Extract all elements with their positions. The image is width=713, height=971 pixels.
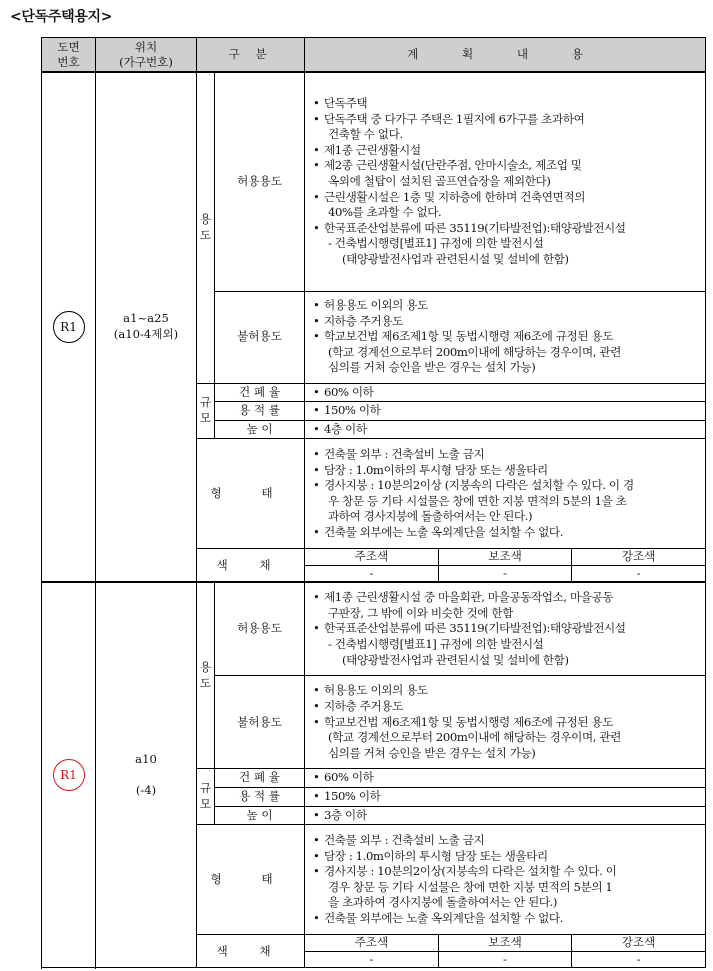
section-1-disallowed-content: [305, 291, 706, 383]
section-1-coverage-label: 건 폐 율: [215, 383, 305, 402]
color-value-sub: -: [438, 565, 571, 581]
list-item: • 담장 : 1.0m이하의 투시형 담장 또는 생울타리: [313, 463, 699, 479]
color-value-accent: -: [636, 565, 641, 580]
list-item: • 근린생활시설은 1층 및 지하층에 한하며 건축연면적의: [313, 190, 699, 206]
section-1-use-label: 용 도: [197, 72, 215, 383]
section-1-far-label: 용 적 률: [215, 402, 305, 421]
list-item: 40%를 초과할 수 없다.: [328, 205, 442, 220]
list-item: 과하여 경사지붕에 돌출하여서는 안 된다.): [328, 509, 533, 524]
section-2-color-label: 색 채: [197, 935, 305, 968]
section-2-allowed-content: [305, 582, 706, 676]
list-item: • 제1종 근린생활시설: [313, 143, 699, 159]
section-2-height-value: • 3층 이하: [305, 806, 706, 825]
list-item: - 건축법시행령[별표1] 규정에 의한 발전시설: [328, 236, 544, 251]
list-item: • 건축물 외부에는 노출 옥외계단을 설치할 수 없다.: [313, 525, 699, 541]
section-1-color-content: [305, 549, 706, 582]
section-2-far-label: 용 적 률: [215, 788, 305, 807]
section-2-location: a10 (-4): [96, 582, 197, 968]
color-value-sub: -: [438, 951, 571, 967]
plan-table: [41, 37, 706, 968]
list-item: • 지하층 주거용도: [313, 314, 699, 330]
list-item: 심의를 거쳐 승인을 받은 경우는 설치 가능): [328, 745, 536, 760]
color-value-main: -: [305, 951, 438, 967]
list-item: • 지하층 주거용도: [313, 699, 699, 715]
list-item: • 단독주택: [313, 96, 699, 112]
list-item: 심의를 거쳐 승인을 받은 경우는 설치 가능): [328, 360, 536, 375]
list-item: (태양광발전사업과 관련된시설 및 설비에 한함): [342, 652, 569, 667]
section-2-badge-cell: [42, 582, 96, 968]
list-item: • 제1종 근린생활시설 중 마을회관, 마을공동작업소, 마을공동: [313, 590, 699, 606]
list-item: (태양광발전사업과 관련된시설 및 설비에 한함): [342, 251, 569, 266]
list-item: • 학교보건법 제6조제1항 및 동법시행령 제6조에 규정된 용도: [313, 329, 699, 345]
header-category: 구 분: [197, 38, 305, 73]
header-location: 위치 (가구번호): [96, 38, 197, 73]
list-item: • 제2종 근린생활시설(단란주점, 안마시술소, 제조업 및: [313, 158, 699, 174]
section-2-disallowed-label: 불허용도: [215, 676, 305, 769]
list-item: 건축할 수 없다.: [328, 127, 403, 142]
section-2-height-label: 높 이: [215, 806, 305, 825]
section-1-location: a1~a25 (a10-4제외): [96, 72, 197, 582]
list-item: • 건축물 외부에는 노출 옥외계단을 설치할 수 없다.: [313, 911, 699, 927]
header-drawing-no: 도면 번호: [42, 38, 96, 73]
color-header-accent: 강조색: [572, 935, 705, 951]
section-1-coverage-value: • 60% 이하: [305, 383, 706, 402]
list-item: 을 초과하여 경사지붕에 돌출하여서는 안 된다.): [328, 895, 558, 910]
list-item: • 건축물 외부 : 건축설비 노출 금지: [313, 833, 699, 849]
list-item: • 경사지붕 : 10분의2이상 (지붕속의 다락은 설치할 수 있다. 이 경: [313, 478, 699, 494]
list-item: • 경사지붕 : 10분의2이상(지붕속의 다락은 설치할 수 있다. 이: [313, 864, 699, 880]
section-2-color-content: [305, 935, 706, 968]
section-2-coverage-label: 건 폐 율: [215, 769, 305, 788]
list-item: • 허용용도 이외의 용도: [313, 298, 699, 314]
section-1-allowed-label: 허용용도: [215, 72, 305, 291]
list-item: • 학교보건법 제6조제1항 및 동법시행령 제6조에 규정된 용도: [313, 715, 699, 731]
list-item: 우 창문 등 기타 시설물은 창에 면한 지붕 면적의 5분의 1을 초: [328, 493, 627, 508]
list-item: 옥외에 철탑이 설치된 골프연습장을 제외한다): [328, 173, 551, 188]
section-2-use-label: 용 도: [197, 582, 215, 769]
list-item: - 건축법시행령[별표1] 규정에 의한 발전시설: [328, 637, 544, 652]
section-2-form-label: 형 태: [197, 825, 305, 935]
color-header-sub: 보조색: [438, 935, 571, 951]
section-1-badge: R1: [53, 311, 85, 343]
section-1-form-content: [305, 439, 706, 549]
color-header-main: 주조색: [305, 549, 438, 565]
header-row: [42, 38, 706, 73]
list-item: • 한국표준산업분류에 따른 35119(기타발전업):태양광발전시설: [313, 621, 699, 637]
color-value-accent: -: [636, 951, 641, 966]
color-header-main: 주조색: [305, 935, 438, 951]
section-1-scale-label: 규 모: [197, 383, 215, 439]
section-1-color-label: 색 채: [197, 549, 305, 582]
section-1-badge-cell: [42, 72, 96, 582]
section-2-disallowed-content: [305, 676, 706, 769]
page-title: <단독주택용지>: [10, 9, 113, 25]
section-1-form-label: 형 태: [197, 439, 305, 549]
section-2-badge: R1: [53, 759, 85, 791]
list-item: 구판장, 그 밖에 이와 비슷한 것에 한함: [328, 605, 513, 620]
list-item: • 건축물 외부 : 건축설비 노출 금지: [313, 447, 699, 463]
list-item: (학교 경계선으로부터 200m이내에 해당하는 경우이며, 관련: [328, 730, 621, 745]
section-1-disallowed-label: 불허용도: [215, 291, 305, 383]
section-1-height-label: 높 이: [215, 420, 305, 439]
section-2-scale-label: 규 모: [197, 769, 215, 825]
section-2-allowed-label: 허용용도: [215, 582, 305, 676]
section-1-height-value: • 4층 이하: [305, 420, 706, 439]
section-1-allowed-content: [305, 72, 706, 291]
section-1-far-value: • 150% 이하: [305, 402, 706, 421]
list-item: • 한국표준산업분류에 따른 35119(기타발전업):태양광발전시설: [313, 221, 699, 237]
list-item: • 단독주택 중 다가구 주택은 1필지에 6가구를 초과하여: [313, 112, 699, 128]
section-2-far-value: • 150% 이하: [305, 788, 706, 807]
list-item: • 허용용도 이외의 용도: [313, 683, 699, 699]
section-2-form-content: [305, 825, 706, 935]
color-value-main: -: [305, 565, 438, 581]
color-header-accent: 강조색: [572, 549, 705, 565]
section-2-coverage-value: • 60% 이하: [305, 769, 706, 788]
list-item: • 담장 : 1.0m이하의 투시형 담장 또는 생울타리: [313, 849, 699, 865]
color-header-sub: 보조색: [438, 549, 571, 565]
header-plan-content: 계 획 내 용: [305, 38, 706, 73]
list-item: (학교 경계선으로부터 200m이내에 해당하는 경우이며, 관련: [328, 344, 621, 359]
list-item: 경우 창문 등 기타 시설물은 창에 면한 지붕 면적의 5분의 1: [328, 879, 613, 894]
